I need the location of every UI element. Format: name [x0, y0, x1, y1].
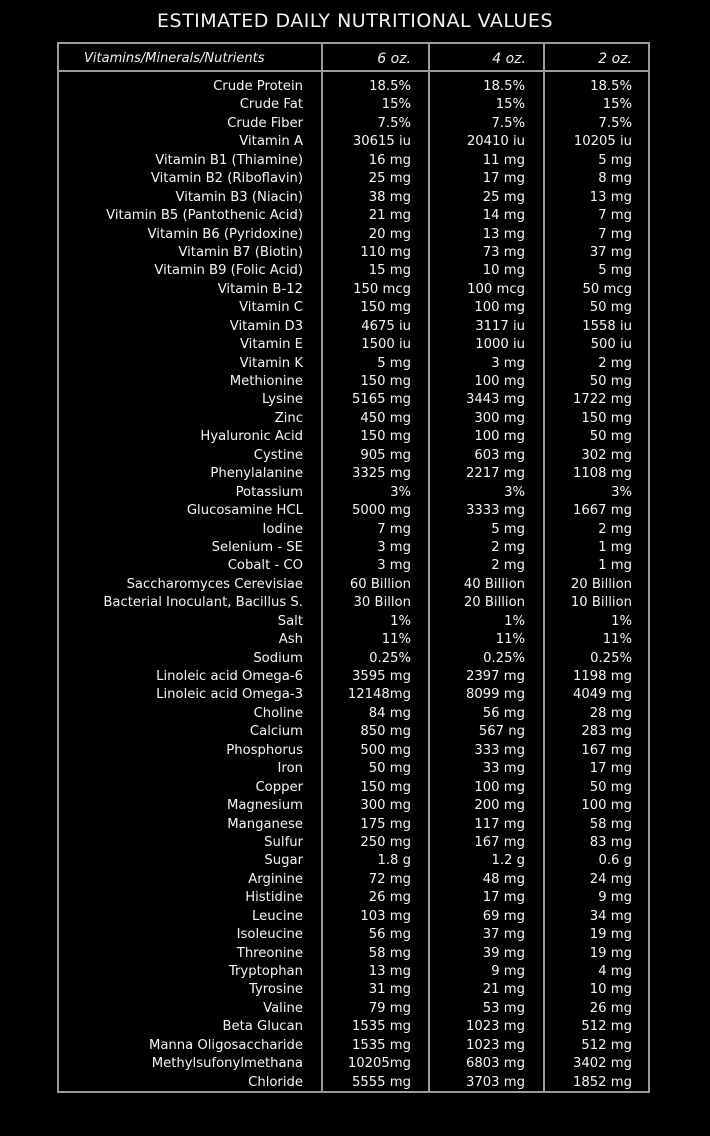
table-row [0, 355, 710, 373]
value-6oz: 1535 mg [352, 1037, 411, 1053]
value-6oz: 21 mg [368, 208, 411, 224]
value-2oz: 50 mg [589, 779, 632, 795]
value-2oz: 500 iu [590, 337, 632, 353]
value-2oz: 283 mg [581, 724, 632, 740]
table-row [0, 1000, 710, 1018]
value-6oz: 84 mg [368, 705, 411, 721]
nutrient-name: Vitamin B7 (Biotin) [178, 244, 303, 260]
value-2oz: 83 mg [589, 834, 632, 850]
table-row [0, 299, 710, 317]
value-6oz: 58 mg [368, 945, 411, 961]
nutrient-name: Hyaluronic Acid [200, 429, 303, 445]
value-4oz: 3% [504, 484, 525, 500]
table-row [0, 1074, 710, 1092]
value-4oz: 3333 mg [466, 503, 525, 519]
table-row [0, 281, 710, 299]
nutrient-name: Vitamin C [239, 300, 303, 316]
nutrient-name: Choline [253, 705, 303, 721]
value-2oz: 17 mg [589, 761, 632, 777]
nutrient-name: Magnesium [226, 798, 303, 814]
value-2oz: 512 mg [581, 1019, 632, 1035]
header-divider [59, 70, 648, 72]
value-4oz: 14 mg [482, 208, 525, 224]
value-6oz: 1.8 g [377, 853, 411, 869]
value-2oz: 9 mg [598, 890, 632, 906]
value-6oz: 150 mg [360, 779, 411, 795]
value-4oz: 48 mg [482, 871, 525, 887]
value-4oz: 13 mg [482, 226, 525, 242]
value-6oz: 1% [390, 613, 411, 629]
value-2oz: 7 mg [598, 226, 632, 242]
value-6oz: 0.25% [369, 650, 411, 666]
nutrient-name: Salt [277, 613, 303, 629]
table-row [0, 484, 710, 502]
value-6oz: 3 mg [377, 539, 411, 555]
nutrient-name: Copper [255, 779, 303, 795]
nutrient-name: Chloride [248, 1074, 303, 1090]
value-2oz: 1667 mg [573, 503, 632, 519]
nutrient-name: Vitamin A [239, 134, 303, 150]
table-row [0, 78, 710, 96]
nutrient-name: Lysine [262, 392, 303, 408]
value-4oz: 1000 iu [475, 337, 525, 353]
value-4oz: 1023 mg [466, 1019, 525, 1035]
table-row [0, 428, 710, 446]
value-4oz: 20 Billion [463, 595, 525, 611]
value-6oz: 25 mg [368, 171, 411, 187]
table-row [0, 410, 710, 428]
value-6oz: 150 mg [360, 429, 411, 445]
value-6oz: 850 mg [360, 724, 411, 740]
value-4oz: 100 mg [474, 374, 525, 389]
value-6oz: 110 mg [360, 244, 411, 260]
table-row [0, 576, 710, 594]
value-4oz: 1.2 g [491, 853, 525, 869]
table-row [0, 742, 710, 760]
value-4oz: 10 mg [482, 263, 525, 279]
nutrient-name: Isoleucine [236, 927, 303, 943]
nutrient-name: Vitamin B3 (Niacin) [175, 189, 303, 205]
nutrient-name: Vitamin E [239, 337, 303, 353]
value-6oz: 30 Billon [353, 595, 411, 611]
value-2oz: 50 mcg [582, 281, 632, 297]
value-2oz: 2 mg [598, 355, 632, 371]
value-2oz: 26 mg [589, 1000, 632, 1016]
value-2oz: 1722 mg [573, 392, 632, 408]
nutrient-name: Calcium [249, 724, 303, 740]
nutrient-name: Methylsufonylmethana [151, 1056, 303, 1072]
value-6oz: 5000 mg [352, 503, 411, 519]
value-2oz: 8 mg [598, 171, 632, 187]
table-row [0, 502, 710, 520]
table-row [0, 373, 710, 391]
table-row [0, 152, 710, 170]
value-4oz: 100 mg [474, 300, 525, 316]
nutrient-name: Vitamin D3 [229, 318, 303, 334]
value-6oz: 4675 iu [361, 318, 411, 334]
value-2oz: 10205 iu [573, 134, 632, 150]
table-row [0, 189, 710, 207]
nutrient-name: Phenylalanine [210, 466, 303, 482]
table-row [0, 262, 710, 280]
nutrient-name: Ash [278, 632, 303, 648]
table-row [0, 779, 710, 797]
value-4oz: 39 mg [482, 945, 525, 961]
nutrient-name: Vitamin B6 (Pyridoxine) [147, 226, 303, 242]
table-row [0, 963, 710, 981]
nutrient-name: Vitamin B1 (Thiamine) [155, 152, 303, 168]
value-2oz: 1558 iu [582, 318, 632, 334]
value-4oz: 18.5% [483, 79, 525, 94]
value-6oz: 56 mg [368, 927, 411, 943]
value-4oz: 37 mg [482, 927, 525, 943]
value-6oz: 1535 mg [352, 1019, 411, 1035]
value-4oz: 17 mg [482, 890, 525, 906]
table-row [0, 760, 710, 778]
value-2oz: 13 mg [589, 189, 632, 205]
value-4oz: 117 mg [474, 816, 525, 832]
table-row [0, 391, 710, 409]
value-2oz: 19 mg [589, 927, 632, 943]
value-6oz: 7 mg [377, 521, 411, 537]
nutrient-name: Sugar [264, 853, 303, 869]
value-4oz: 17 mg [482, 171, 525, 187]
nutrient-name: Crude Protein [213, 79, 303, 94]
value-2oz: 20 Billion [570, 576, 632, 592]
value-2oz: 7.5% [598, 115, 632, 131]
table-row [0, 981, 710, 999]
value-4oz: 56 mg [482, 705, 525, 721]
value-4oz: 8099 mg [466, 687, 525, 703]
table-row [0, 594, 710, 612]
value-4oz: 3117 iu [475, 318, 525, 334]
value-6oz: 11% [381, 632, 411, 648]
value-4oz: 0.25% [483, 650, 525, 666]
nutrient-name: Beta Glucan [222, 1019, 303, 1035]
value-2oz: 37 mg [589, 244, 632, 260]
value-2oz: 1198 mg [573, 669, 632, 684]
nutrient-name: Saccharomyces Cerevisiae [126, 576, 303, 592]
value-6oz: 5555 mg [352, 1074, 411, 1090]
value-2oz: 1108 mg [573, 466, 632, 482]
value-6oz: 20 mg [368, 226, 411, 242]
value-4oz: 15% [495, 97, 525, 113]
nutrient-name: Sulfur [264, 834, 303, 850]
value-4oz: 9 mg [491, 964, 525, 979]
value-6oz: 18.5% [369, 79, 411, 94]
page-title: ESTIMATED DAILY NUTRITIONAL VALUES [157, 10, 553, 32]
value-4oz: 2 mg [491, 558, 525, 574]
nutrient-name: Crude Fiber [227, 115, 303, 131]
value-6oz: 150 mg [360, 300, 411, 316]
value-4oz: 603 mg [474, 447, 525, 463]
table-row [0, 539, 710, 557]
value-6oz: 12148mg [347, 687, 411, 703]
table-row [0, 852, 710, 870]
value-2oz: 24 mg [589, 871, 632, 887]
table-row [0, 207, 710, 225]
nutrient-name: Histidine [245, 890, 303, 906]
value-6oz: 30615 iu [352, 134, 411, 150]
value-4oz: 100 mcg [467, 281, 525, 297]
value-2oz: 150 mg [581, 410, 632, 426]
value-2oz: 3402 mg [573, 1056, 632, 1072]
value-6oz: 7.5% [377, 115, 411, 131]
value-6oz: 5165 mg [352, 392, 411, 408]
table-row [0, 465, 710, 483]
nutrient-name: Vitamin B-12 [217, 281, 303, 297]
nutrient-name: Vitamin B2 (Riboflavin) [150, 171, 303, 187]
value-4oz: 1% [504, 613, 525, 629]
value-2oz: 167 mg [581, 742, 632, 758]
nutrient-name: Tryptophan [228, 964, 303, 979]
table-row [0, 115, 710, 133]
value-2oz: 50 mg [589, 374, 632, 389]
table-row [0, 1018, 710, 1036]
value-4oz: 5 mg [491, 521, 525, 537]
value-4oz: 3 mg [491, 355, 525, 371]
table-row [0, 557, 710, 575]
value-4oz: 167 mg [474, 834, 525, 850]
nutrient-name: Phosphorus [226, 742, 303, 758]
nutrient-name: Linoleic acid Omega-3 [156, 687, 303, 703]
value-2oz: 7 mg [598, 208, 632, 224]
value-6oz: 26 mg [368, 890, 411, 906]
table-row [0, 908, 710, 926]
value-2oz: 10 mg [589, 982, 632, 998]
table-row [0, 1055, 710, 1073]
value-2oz: 19 mg [589, 945, 632, 961]
value-6oz: 50 mg [368, 761, 411, 777]
value-2oz: 50 mg [589, 429, 632, 445]
value-4oz: 6803 mg [466, 1056, 525, 1072]
value-6oz: 13 mg [368, 964, 411, 979]
value-4oz: 200 mg [474, 798, 525, 814]
nutrient-name: Sodium [253, 650, 303, 666]
table-row [0, 244, 710, 262]
value-2oz: 302 mg [581, 447, 632, 463]
table-row [0, 834, 710, 852]
value-2oz: 1 mg [598, 558, 632, 574]
nutrient-name: Methionine [229, 374, 303, 389]
value-2oz: 1% [611, 613, 632, 629]
value-4oz: 2 mg [491, 539, 525, 555]
nutrient-name: Crude Fat [239, 97, 303, 113]
nutrient-name: Cystine [253, 447, 303, 463]
nutrient-name: Valine [263, 1000, 303, 1016]
value-2oz: 15% [602, 97, 632, 113]
value-6oz: 16 mg [368, 152, 411, 168]
value-4oz: 20410 iu [466, 134, 525, 150]
value-2oz: 5 mg [598, 263, 632, 279]
nutrient-name: Manganese [227, 816, 303, 832]
value-6oz: 31 mg [368, 982, 411, 998]
value-6oz: 10205mg [347, 1056, 411, 1072]
table-row [0, 226, 710, 244]
value-2oz: 28 mg [589, 705, 632, 721]
table-row [0, 686, 710, 704]
nutrient-name: Linoleic acid Omega-6 [156, 669, 303, 684]
value-2oz: 1852 mg [573, 1074, 632, 1090]
value-6oz: 15% [381, 97, 411, 113]
nutrient-name: Zinc [274, 410, 303, 426]
value-6oz: 3325 mg [352, 466, 411, 482]
table-row [0, 705, 710, 723]
value-4oz: 2397 mg [466, 669, 525, 684]
value-6oz: 38 mg [368, 189, 411, 205]
value-4oz: 100 mg [474, 779, 525, 795]
table-row [0, 613, 710, 631]
value-4oz: 2217 mg [466, 466, 525, 482]
table-row [0, 723, 710, 741]
value-2oz: 34 mg [589, 908, 632, 924]
nutrient-name: Iron [277, 761, 303, 777]
value-2oz: 11% [602, 632, 632, 648]
nutrient-name: Tyrosine [248, 982, 303, 998]
table-row [0, 816, 710, 834]
nutrient-name: Manna Oligosaccharide [148, 1037, 303, 1053]
value-4oz: 567 ng [478, 724, 525, 740]
table-row [0, 926, 710, 944]
value-4oz: 53 mg [482, 1000, 525, 1016]
value-4oz: 40 Billion [463, 576, 525, 592]
nutrient-name: Bacterial Inoculant, Bacillus S. [103, 595, 303, 611]
table-row [0, 631, 710, 649]
nutrient-name: Vitamin B5 (Pantothenic Acid) [106, 208, 303, 224]
value-4oz: 100 mg [474, 429, 525, 445]
value-2oz: 1 mg [598, 539, 632, 555]
value-2oz: 4049 mg [573, 687, 632, 703]
header-nutrient: Vitamins/Minerals/Nutrients [84, 51, 265, 66]
value-4oz: 11 mg [482, 152, 525, 168]
table-row [0, 447, 710, 465]
value-6oz: 250 mg [360, 834, 411, 850]
table-row [0, 945, 710, 963]
nutrient-name: Iodine [262, 521, 303, 537]
header-2oz: 2 oz. [598, 51, 632, 67]
table-row [0, 1037, 710, 1055]
value-2oz: 58 mg [589, 816, 632, 832]
value-6oz: 103 mg [360, 908, 411, 924]
value-4oz: 3443 mg [466, 392, 525, 408]
value-2oz: 100 mg [581, 798, 632, 814]
value-6oz: 3595 mg [352, 669, 411, 684]
value-4oz: 73 mg [482, 244, 525, 260]
nutrient-table-body [0, 78, 710, 1092]
table-row [0, 871, 710, 889]
value-4oz: 11% [495, 632, 525, 648]
table-row [0, 96, 710, 114]
value-6oz: 3% [390, 484, 411, 500]
value-2oz: 18.5% [590, 79, 632, 94]
value-6oz: 79 mg [368, 1000, 411, 1016]
value-4oz: 300 mg [474, 410, 525, 426]
value-4oz: 33 mg [482, 761, 525, 777]
header-4oz: 4 oz. [492, 51, 526, 67]
value-6oz: 3 mg [377, 558, 411, 574]
nutrient-name: Vitamin K [239, 355, 303, 371]
table-row [0, 650, 710, 668]
table-row [0, 318, 710, 336]
table-row [0, 521, 710, 539]
value-4oz: 69 mg [482, 908, 525, 924]
table-row [0, 170, 710, 188]
value-2oz: 5 mg [598, 152, 632, 168]
value-6oz: 60 Billion [349, 576, 411, 592]
value-6oz: 905 mg [360, 447, 411, 463]
nutrient-name: Cobalt - CO [227, 558, 303, 574]
nutrient-name: Threonine [236, 945, 303, 961]
value-4oz: 333 mg [474, 742, 525, 758]
value-6oz: 150 mcg [353, 281, 411, 297]
value-2oz: 10 Billion [570, 595, 632, 611]
table-row [0, 336, 710, 354]
value-6oz: 300 mg [360, 798, 411, 814]
value-6oz: 15 mg [368, 263, 411, 279]
value-4oz: 3703 mg [466, 1074, 525, 1090]
value-6oz: 1500 iu [361, 337, 411, 353]
nutrient-name: Vitamin B9 (Folic Acid) [154, 263, 303, 279]
value-6oz: 150 mg [360, 374, 411, 389]
value-2oz: 0.25% [590, 650, 632, 666]
nutrient-name: Glucosamine HCL [186, 503, 303, 519]
nutrient-name: Leucine [252, 908, 303, 924]
table-row [0, 668, 710, 686]
header-6oz: 6 oz. [377, 51, 411, 67]
nutrient-name: Selenium - SE [211, 539, 303, 555]
value-6oz: 5 mg [377, 355, 411, 371]
value-6oz: 450 mg [360, 410, 411, 426]
value-2oz: 0.6 g [598, 853, 632, 869]
value-4oz: 7.5% [491, 115, 525, 131]
value-2oz: 3% [611, 484, 632, 500]
value-4oz: 25 mg [482, 189, 525, 205]
value-6oz: 72 mg [368, 871, 411, 887]
value-2oz: 50 mg [589, 300, 632, 316]
nutrient-name: Arginine [248, 871, 303, 887]
value-2oz: 2 mg [598, 521, 632, 537]
value-4oz: 21 mg [482, 982, 525, 998]
nutrient-name: Potassium [235, 484, 303, 500]
value-4oz: 1023 mg [466, 1037, 525, 1053]
table-row [0, 797, 710, 815]
value-2oz: 512 mg [581, 1037, 632, 1053]
value-2oz: 4 mg [598, 964, 632, 979]
value-6oz: 175 mg [360, 816, 411, 832]
table-row [0, 889, 710, 907]
table-row [0, 133, 710, 151]
value-6oz: 500 mg [360, 742, 411, 758]
